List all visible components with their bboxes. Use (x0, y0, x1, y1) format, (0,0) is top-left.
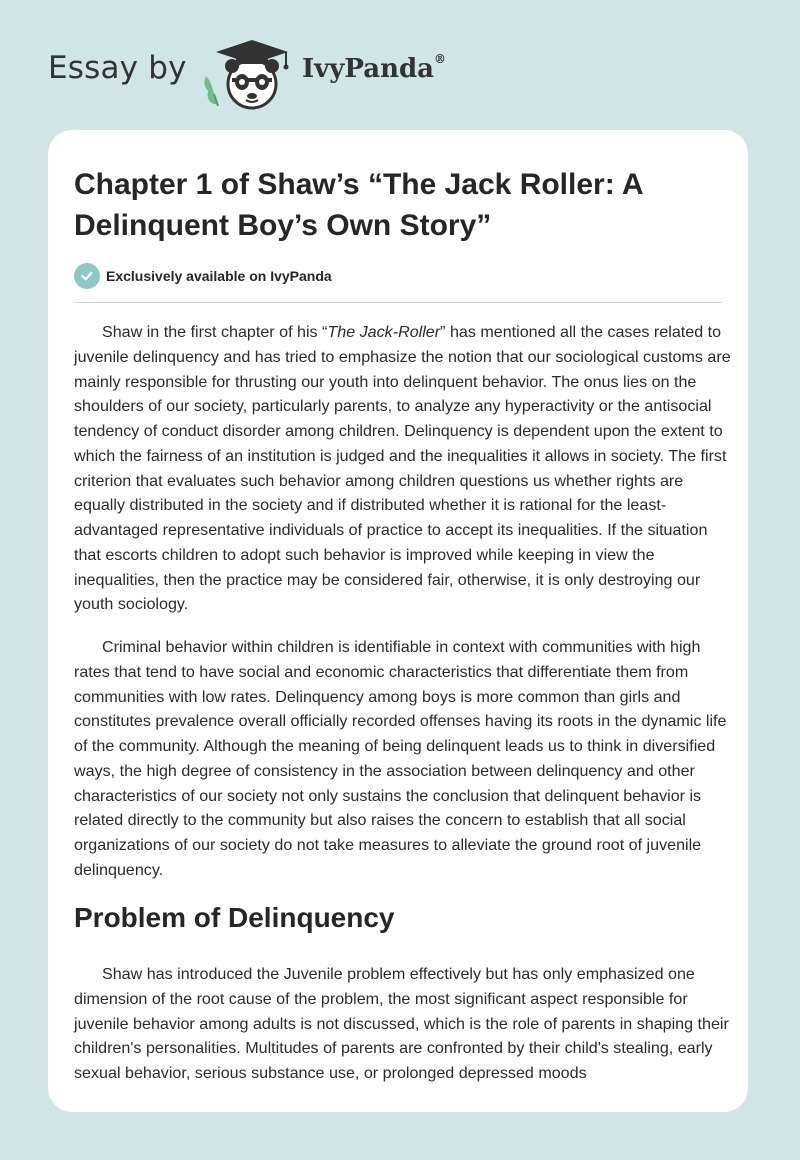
site-header (0, 0, 800, 130)
brand-text: IvyPanda (302, 54, 435, 84)
book-title: The Jack-Roller (327, 323, 441, 341)
paragraph-2: Criminal behavior within children is identifiable in context with communities with high rates that tend to have social and economic characteristics that differentiate them from communities with low rates. Delinquency among boys is more common than girls and constitutes prevalence overall officially recorded offenses having its roots in the dynamic life of the community. Although the meaning of being delinquent leads us to think in diversified ways, the high degree of consistency in the association between delinquency and other characteristics of our society not only sustains the conclusion that delinquent behavior is related directly to the community but also raises the concern to establish that all social organizations of our society do not take measures to alleviate the ground root of juvenile delinquency. (74, 638, 727, 879)
article-card (48, 130, 748, 1112)
paragraph-3: Shaw has introduced the Juvenile problem effectively but has only emphasized one dimension of the root cause of the problem, the most significant aspect responsible for juvenile behavior among adults is not discussed, which is the role of parents in shaping their children's personalities. Multitudes of parents are confronted by their child's stealing, early sexual behavior, serious substance use, or prolonged depressed moods (74, 965, 729, 1082)
article-title: Chapter 1 of Shaw’s “The Jack Roller: A Delinquent Boy’s Own Story” (74, 168, 643, 242)
badge-label: Exclusively available on IvyPanda (106, 268, 332, 284)
exclusive-badge (74, 263, 332, 289)
p1-text-start: Shaw in the first chapter of his “ (102, 323, 328, 341)
brand-name[interactable] (302, 54, 446, 84)
p1-text-rest: ” has mentioned all the cases related to juvenile delinquency and has tried to emphasize the notion that our sociological customs are mainly responsible for thrusting our youth into delinquent behavior. The onus lies on the shoulders of our society, particularly parents, to analyze any hyperactivity or the antisocial tendency of conduct disorder among children. Delinquency is dependent upon the extent to which the fairness of an institution is judged and the inequalities it allows in society. The first criterion that evaluates such behavior among children questions us whether rights are equally distributed in the society and if distributed whether it is rational for the least-advantaged representative individuals of practice to accept its inequalities. If the situation that escorts children to adopt such behavior is improved while keeping in view the inequalities, then the practice may be considered fair, otherwise, it is only destroying our youth sociology. (74, 323, 731, 614)
panda-logo-icon[interactable] (200, 36, 300, 112)
section-heading: Problem of Delinquency (74, 902, 395, 933)
registered-mark: ® (434, 52, 447, 67)
paragraph-1 (74, 320, 734, 617)
essay-by-label: Essay by (48, 50, 187, 86)
divider (74, 302, 722, 303)
check-circle-icon (74, 263, 100, 289)
